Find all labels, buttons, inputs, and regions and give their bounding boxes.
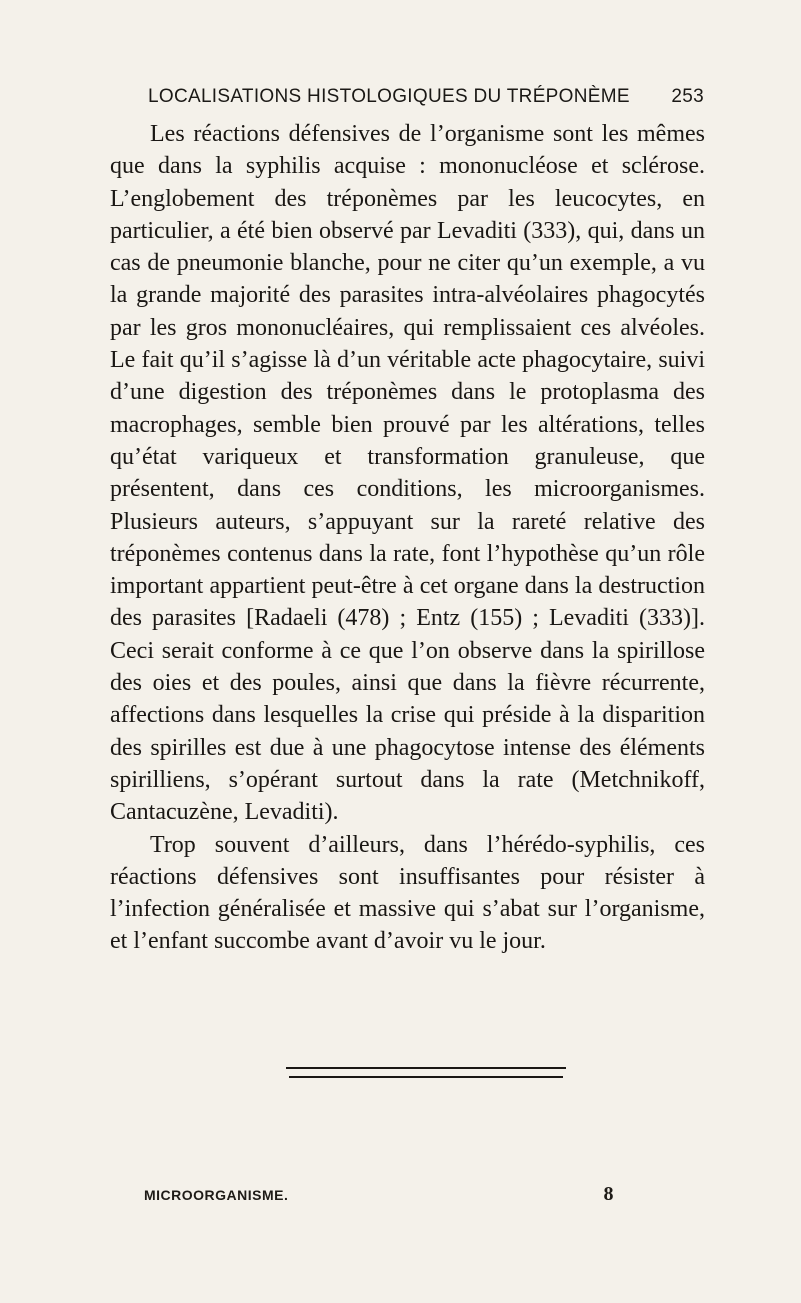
paragraph-2: Trop souvent d’ailleurs, dans l’hérédo-syphilis, ces réactions défensives sont insuffisantes pour résister à l’infection généralisée et massive qui s’abat sur l’organisme, et l’enfant succombe avant d’avoir vu le jour. — [110, 831, 705, 955]
signature-line — [144, 1183, 614, 1206]
running-title: LOCALISATIONS HISTOLOGIQUES DU TRÉPONÈME — [148, 86, 630, 107]
paragraph-1: Les réactions défensives de l’organisme sont les mêmes que dans la syphilis acquise : mononucléose et sclérose. L’englobement des tréponèmes par les leucocytes, en particulier, a été bien observé par Levaditi (333), qui, dans un cas de pneumonie blanche, pour ne citer qu’un exemple, a vu la grande majorité des parasites intra-alvéolaires phagocytés par les gros mononucléaires, qui remplissaient ces alvéoles. Le fait qu’il s’agisse là d’un véritable acte phagocytaire, suivi d’une digestion des tréponèmes dans le protoplasma des macrophages, semble bien prouvé par les altérations, telles qu’état variqueux et transformation granuleuse, que présentent, dans ces conditions, les microorganismes. Plusieurs auteurs, s’appuyant sur la rareté relative des tréponèmes contenus dans la rate, font l’hypothèse qu’un rôle important appartient peut-être à cet organe dans la destruction des parasites [Radaeli (478) ; Entz (155) ; Levaditi (333)]. Ceci serait conforme à ce que l’on observe dans la spirillose des oies et des poules, ainsi que dans la fièvre récurrente, affections dans lesquelles la crise qui préside à la disparition des spirilles est due à une phagocytose intense des éléments spirilliens, s’opérant surtout dans la rate (Metchnikoff, Cantacuzène, Levaditi). — [110, 121, 705, 826]
running-head — [148, 86, 704, 108]
divider-rule — [286, 1067, 566, 1069]
signature-title: MICROORGANISME. — [144, 1187, 289, 1203]
page-number: 253 — [671, 86, 704, 107]
divider-rule-lower — [289, 1076, 563, 1078]
body-text — [110, 118, 705, 958]
signature-number: 8 — [603, 1183, 614, 1205]
